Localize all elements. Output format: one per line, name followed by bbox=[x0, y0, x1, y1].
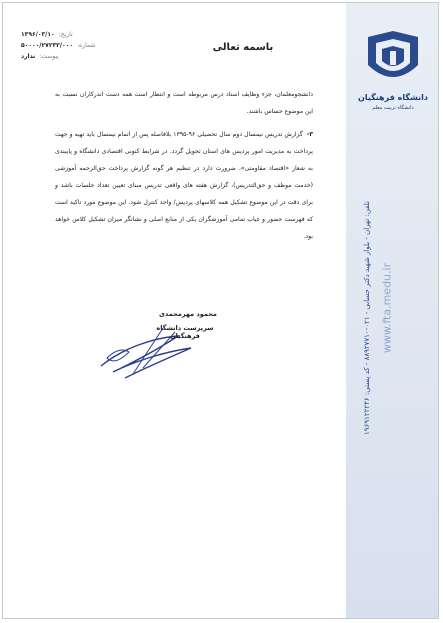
contact-strip: تلفن: تهران - بلوار شهید دکتر حسابی - ۰۲۱-۸۸۹۲۷۷۱۰ - کد پستی: ۱۹۶۹۱۲۲۲۴۶ bbox=[363, 201, 371, 435]
item-number: ۳- bbox=[306, 131, 313, 138]
university-logo bbox=[360, 29, 426, 91]
signatory-name: محمود مهرمحمدی bbox=[159, 310, 217, 318]
letter-metadata bbox=[21, 29, 131, 62]
university-subtitle: دانشگاه تربیت معلم bbox=[372, 105, 414, 111]
website-strip: www.fta.medu.ir bbox=[380, 262, 394, 354]
attachment-row: پیوست: ندارد bbox=[21, 53, 59, 60]
handwritten-signature bbox=[93, 308, 213, 388]
signatory-title: سرپرست دانشگاه فرهنگیان bbox=[156, 324, 214, 340]
letter-page bbox=[2, 2, 439, 619]
letterhead-sidebar bbox=[346, 3, 438, 618]
paragraph-1: دانشجومعلمان، جزء وظایف استاد درس مربوطه است و انتظار است همه دست اندرکاران نسبت به این موضوع حساس باشند. bbox=[55, 91, 313, 115]
university-name: دانشگاه فرهنگیان bbox=[358, 93, 428, 102]
letter-body bbox=[55, 86, 313, 245]
paragraph-2: ۳-گزارش تدریس نیمسال دوم سال تحصیلی ۹۶-۱۳۹۵ بلافاصله پس از اتمام نیمسال باید تهیه و جهت پرداخت به مدیریت امور پردیس های استان تحویل گردد. در شرایط کنونی اقتصادی دانشگاه و پایبندی به شعار «اقتصاد مقاومتی»، ضرورت دارد در تنظیم هر گونه گزارش پرداخت حق‌الزحمه آموزشی (خدمت موظف و حق‌التدریس)، گزارش هفته های واقعی تدریس مبنای تعیین تعداد جلسات باشد و برای دقت در این موضوع تشکیل همه کلاسهای پردیس/ واحد کنترل شود. این موضوع مورد تاکید است که فهرست حضور و غیاب تمامی آموزشگران یکی از منابع اصلی و نشانگر میزان تشکیل کلاس خواهد بود. bbox=[55, 131, 313, 240]
number-row: شماره: ۵۰۰۰۰/۲۷۲۳۳/۰۰۰ bbox=[21, 42, 96, 49]
basmala-heading: باسمه تعالی bbox=[212, 42, 274, 53]
date-row: تاریخ: ۱۳۹۶/۰۳/۱۰ bbox=[21, 31, 73, 38]
